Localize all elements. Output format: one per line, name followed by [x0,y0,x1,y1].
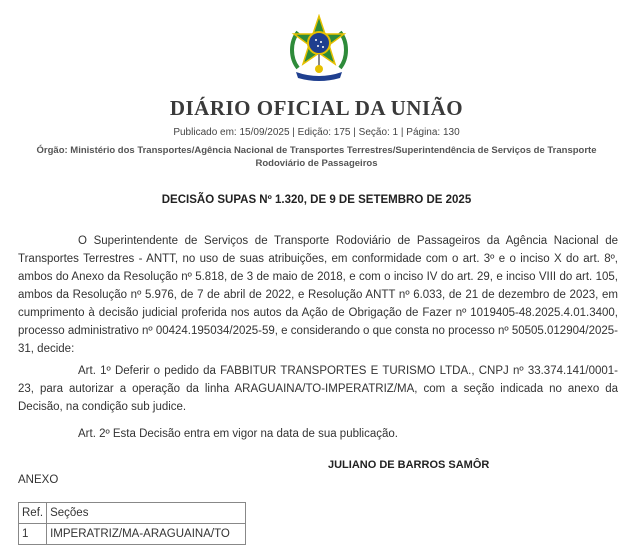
article-1-paragraph: Art. 1º Deferir o pedido da FABBITUR TRANSPORTES E TURISMO LTDA., CNPJ nº 33.374.141/0001-23, para autorizar a operação da linha ARAGUAINA/TO-IMPERATRIZ/MA, com a seção indicada no anexo da Decisão, na condição sub judice. [18,365,618,413]
table-cell: IMPERATRIZ/MA-ARAGUAINA/TO [47,524,246,545]
article-2-paragraph: Art. 2º Esta Decisão entra em vigor na data de sua publicação. [78,428,398,440]
orgao-text: Ministério dos Transportes/Agência Nacional de Transportes Terrestres/Superintendência de Serviços de Transporte Rodoviário de Passageiros [67,145,597,169]
orgao-label: Órgão: [36,145,68,156]
masthead-title: DIÁRIO OFICIAL DA UNIÃO [169,96,464,120]
brasao-icon [286,14,352,82]
publication-info: Publicado em: 15/09/2025 | Edição: 175 | Seção: 1 | Página: 130 [173,127,460,138]
act-title: DECISÃO SUPAS Nº 1.320, DE 9 DE SETEMBRO DE 2025 [161,194,472,206]
table-header-cell: Seções [47,503,246,524]
preamble-paragraph: O Superintendente de Serviços de Transporte Rodoviário de Passageiros da Agência Nacional de Transportes Terrestres - ANTT, no uso de suas atribuições, em conformidade com o art. 3º e o inciso X do art. 8º, ambos do Anexo da Resolução nº 5.818, de 3 de maio de 2018, e com o inciso IV do art. 29, e inciso VIII do art. 105, ambos da Resolução nº 5.976, de 7 de abril de 2022, e Resolução ANTT nº 6.033, de 21 de dezembro de 2023, em cumprimento à decisão judicial proferida nos autos da Ação de Obrigação de Fazer nº 1019405-48.2025.4.01.3400, processo administrativo nº 00424.195034/2025-59, e considerando o que consta no processo nº 50505.012904/2025-31, decide: [18,235,618,355]
orgao-line [30,144,603,170]
signatory-name: JULIANO DE BARROS SAMÔR [328,459,490,471]
table-cell: 1 [19,524,47,545]
annex-table [18,502,246,545]
table-header-cell: Ref. [19,503,47,524]
annex-label: ANEXO [18,474,59,486]
table-header-row [19,503,246,524]
table-row [19,524,246,545]
